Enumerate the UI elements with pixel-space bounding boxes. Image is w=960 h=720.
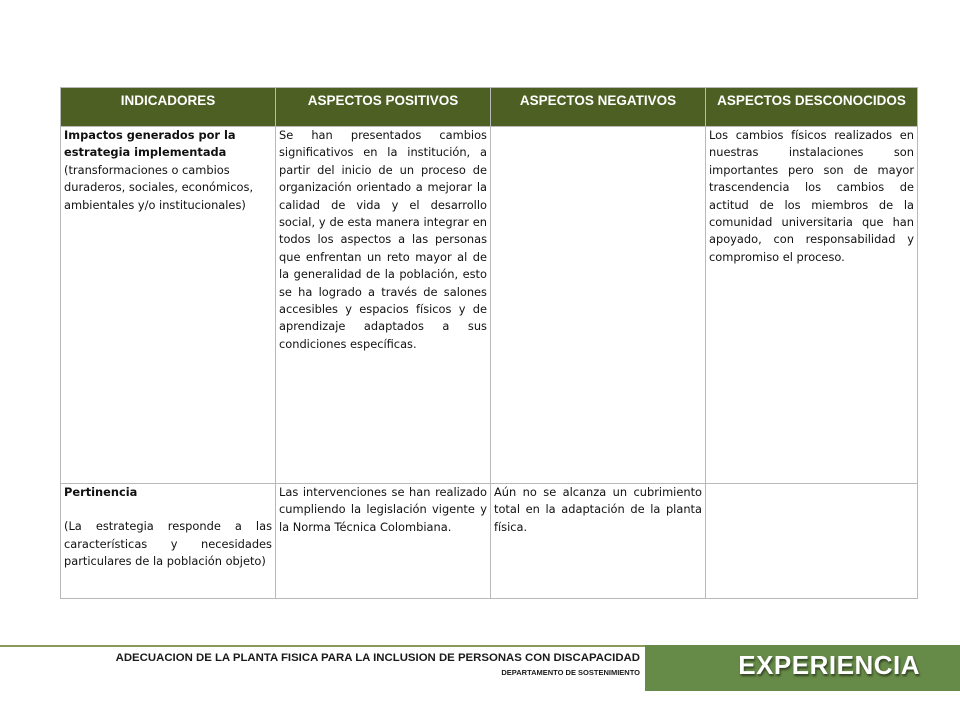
table-row [61, 127, 918, 484]
table-header-row [61, 88, 918, 127]
experience-label: EXPERIENCIA [738, 650, 920, 680]
indicator-title: Impactos generados por la estrategia implementada [64, 128, 236, 160]
positive-cell: Las intervenciones se han realizado cumpliendo la legislación vigente y la Norma Técnica Colombiana. [276, 483, 491, 598]
indicator-title: Pertinencia [64, 484, 138, 499]
indicator-cell [61, 127, 276, 484]
experience-banner [645, 645, 960, 691]
positive-cell: Se han presentados cambios significativos en la institución, a partir del inicio de un proceso de organización orientado a mejorar la calidad de vida y el desarrollo social, y de esta manera integrar en todos los aspectos a las personas que enfrentan un reto mayor al de la generalidad de la población, esto se ha logrado a través de salones accesibles y espacios físicos y de aprendizaje adaptados a sus condiciones específicas. [276, 127, 491, 484]
footer-title: ADECUACION DE LA PLANTA FISICA PARA LA INCLUSION DE PERSONAS CON DISCAPACIDAD [115, 652, 640, 664]
header-aspectos-negativos: ASPECTOS NEGATIVOS [491, 88, 706, 127]
negative-cell [491, 127, 706, 484]
indicator-detail: (La estrategia responde a las características y necesidades particulares de la población objeto) [64, 519, 272, 568]
spacer [64, 501, 272, 518]
footer-subtitle: DEPARTAMENTO DE SOSTENIMIENTO [501, 668, 640, 677]
negative-cell: Aún no se alcanza un cubrimiento total en la adaptación de la planta física. [491, 483, 706, 598]
header-aspectos-positivos: ASPECTOS POSITIVOS [276, 88, 491, 127]
header-indicadores: INDICADORES [61, 88, 276, 127]
unknown-cell [706, 483, 918, 598]
footer-divider [0, 645, 645, 647]
indicator-detail: (transformaciones o cambios duraderos, sociales, económicos, ambientales y/o institucionales) [64, 162, 254, 212]
indicators-table [60, 87, 918, 599]
indicator-cell [61, 483, 276, 598]
table-row [61, 483, 918, 598]
header-aspectos-desconocidos: ASPECTOS DESCONOCIDOS [706, 88, 918, 127]
unknown-cell: Los cambios físicos realizados en nuestras instalaciones son importantes pero son de mayor trascendencia los cambios de actitud de los miembros de la comunidad universitaria que han apoyado, con responsabilidad y compromiso el proceso. [706, 127, 918, 484]
